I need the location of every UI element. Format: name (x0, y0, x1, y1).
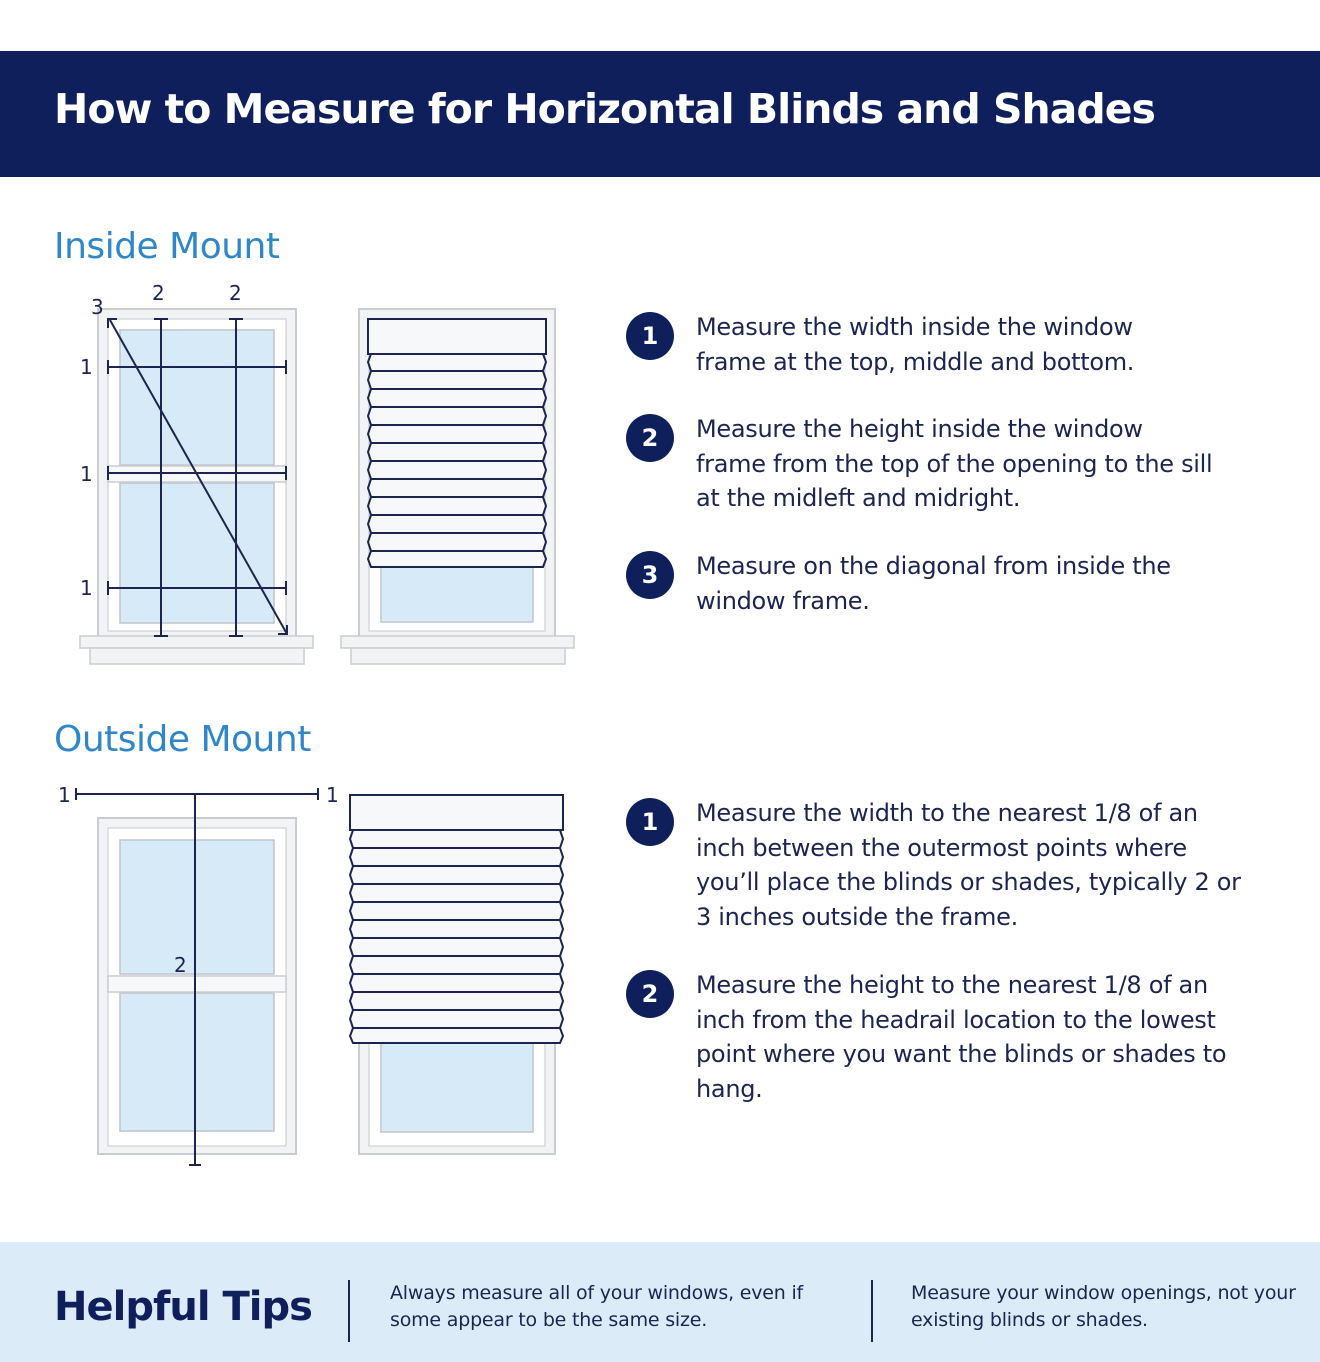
step-text: Measure the width inside the window frame at the top, middle and bottom. (696, 313, 1135, 376)
step-number-badge: 2 (626, 970, 674, 1018)
helpful-tips-bar (0, 1242, 1320, 1362)
tip-item: Measure your window openings, not your existing blinds or shades. (911, 1282, 1296, 1331)
tips-divider (348, 1280, 350, 1342)
helpful-tips-title: Helpful Tips (54, 1284, 312, 1330)
step-number-badge: 2 (626, 414, 674, 462)
outside-width-label-left: 1 (58, 783, 71, 807)
outside-height-label: 2 (174, 953, 187, 977)
width-label-bottom: 1 (80, 576, 93, 600)
step-number-badge: 1 (626, 312, 674, 360)
tip-item: Always measure all of your windows, even if some appear to be the same size. (390, 1282, 804, 1331)
outside-window-with-shade (350, 795, 563, 1154)
diagonal-label: 3 (91, 295, 104, 319)
height-label-left: 2 (152, 281, 165, 305)
inside-mount-title: Inside Mount (54, 226, 280, 267)
step-text: Measure the width to the nearest 1/8 of an inch between the outermost points where you’ll place the blinds or shades, typically 2 or 3 inches outside the frame. (696, 799, 1241, 931)
step-text: Measure the height inside the window frame from the top of the opening to the sill at the midleft and midright. (696, 415, 1213, 512)
step-number-badge: 1 (626, 798, 674, 846)
tips-divider (871, 1280, 873, 1342)
step-text: Measure the height to the nearest 1/8 of an inch from the headrail location to the lowest point where you want the blinds or shades to hang. (696, 971, 1227, 1103)
width-label-top: 1 (80, 355, 93, 379)
step-text: Measure on the diagonal from inside the window frame. (696, 552, 1171, 615)
outside-window-measure (76, 788, 318, 1165)
width-label-middle: 1 (80, 462, 93, 486)
outside-mount-diagram (0, 0, 620, 1200)
outside-width-label-right: 1 (326, 783, 339, 807)
outside-mount-title: Outside Mount (54, 719, 311, 760)
step-number-badge: 3 (626, 551, 674, 599)
page-title: How to Measure for Horizontal Blinds and Shades (54, 85, 1155, 133)
height-label-right: 2 (229, 281, 242, 305)
